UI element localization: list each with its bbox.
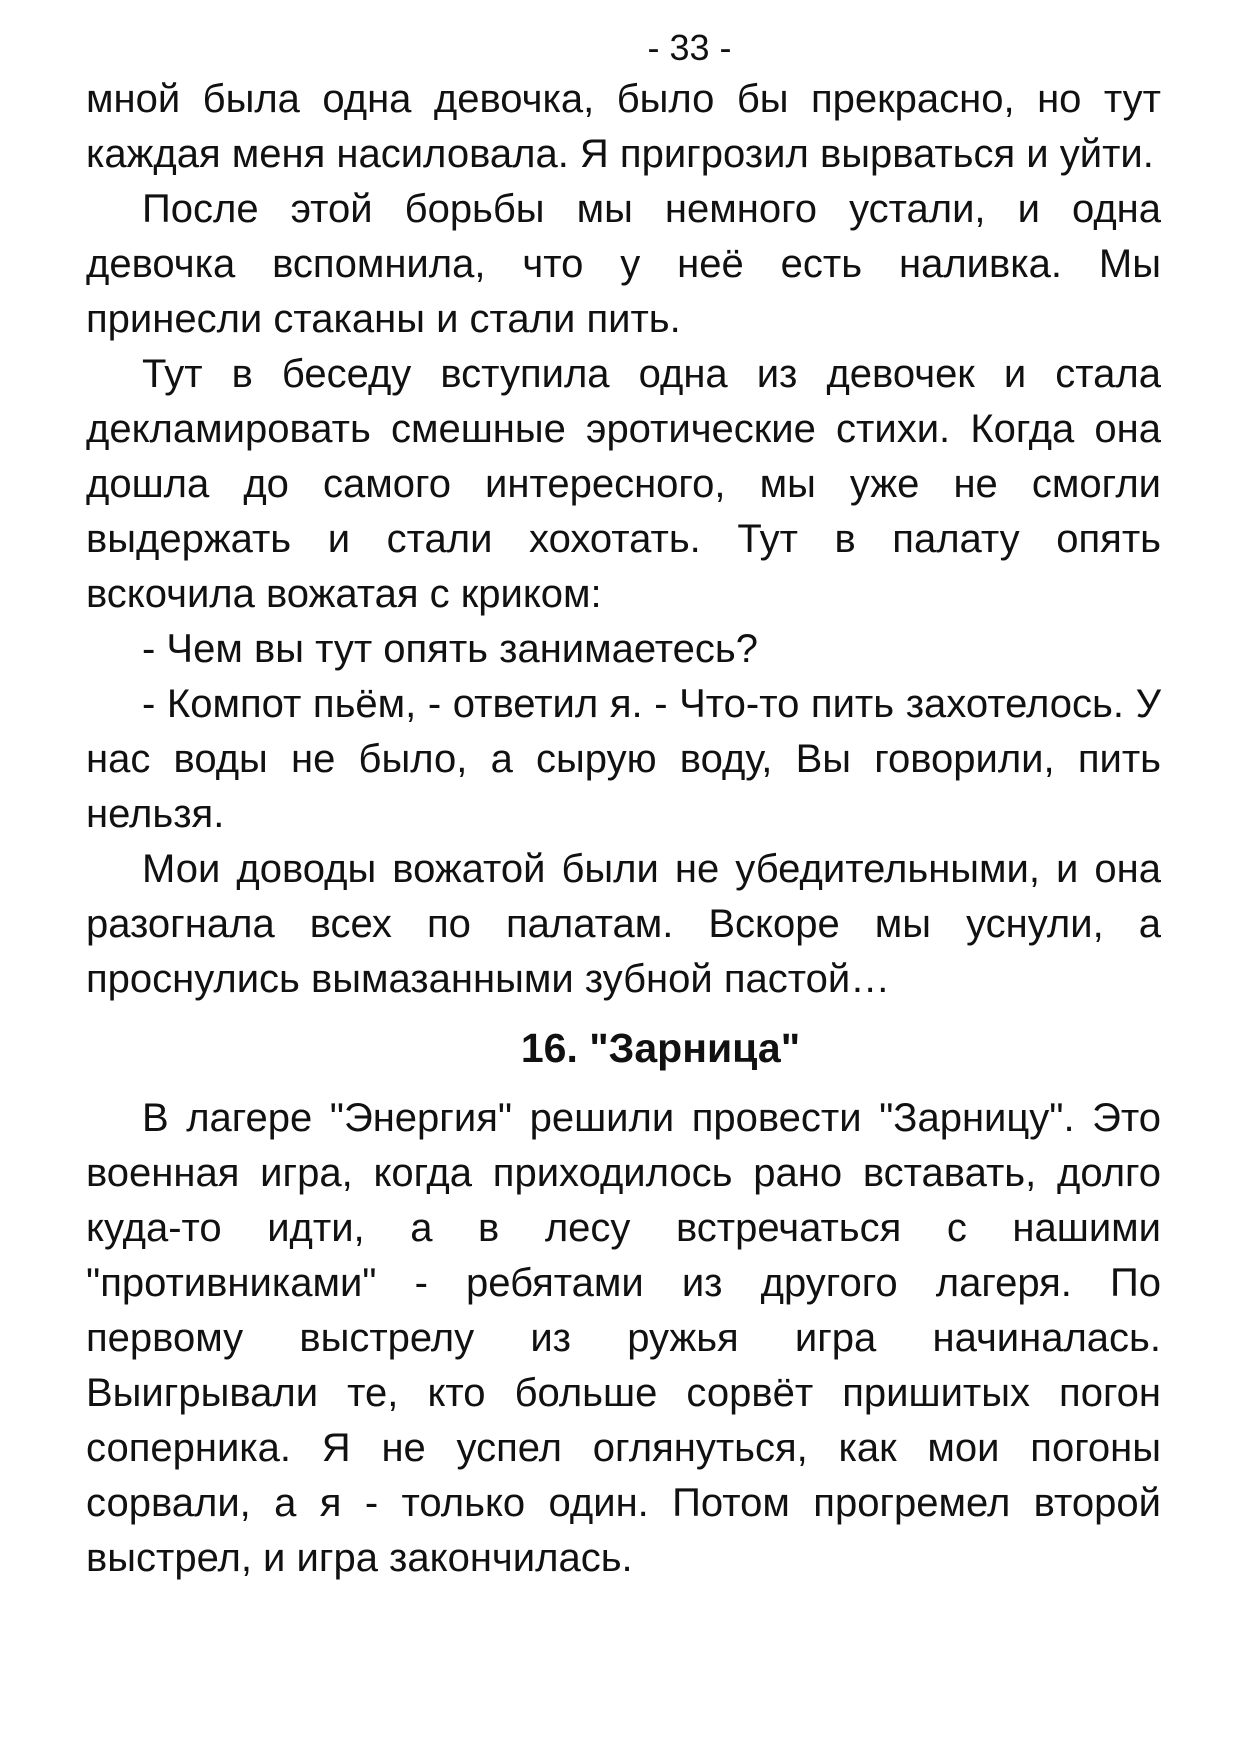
paragraph: В лагере "Энергия" решили провести "Зарницу". Это военная игра, когда приходилось рано вставать, долго куда-то идти, а в лесу встречаться с нашими "противниками" - ребятами из другого лагеря. По первому выстрелу из ружья игра начиналась. Выигрывали те, кто больше сорвёт пришитых погон соперника. Я не успел оглянуться, как мои погоны сорвали, а я - только один. Потом прогремел второй выстрел, и игра закончилась. <box>86 1096 1161 1580</box>
page-number: - 33 - <box>647 27 732 68</box>
paragraph-continuation: мной была одна девочка, было бы прекрасно, но тут каждая меня насиловала. Я пригрозил вырваться и уйти. <box>86 77 1161 176</box>
dialogue-line: - Компот пьём, - ответил я. - Что-то пить захотелось. У нас воды не было, а сырую воду, Вы говорили, пить нельзя. <box>86 682 1161 836</box>
section-heading: 16. "Зарница" <box>520 1025 801 1071</box>
paragraph: Мои доводы вожатой были не убедительными, и она разогнала всех по палатам. Вскоре мы уснули, а проснулись вымазанными зубной пастой… <box>86 847 1161 1001</box>
dialogue-line: - Чем вы тут опять занимаетесь? <box>142 627 758 671</box>
paragraph: Тут в беседу вступила одна из девочек и стала декламировать смешные эротические стихи. Когда она дошла до самого интересного, мы уже не смогли выдержать и стали хохотать. Тут в палату опять вскочила вожатая с криком: <box>86 352 1161 616</box>
book-page <box>86 22 1161 1722</box>
paragraph: После этой борьбы мы немного устали, и одна девочка вспомнила, что у неё есть наливка. Мы принесли стаканы и стали пить. <box>86 187 1161 341</box>
